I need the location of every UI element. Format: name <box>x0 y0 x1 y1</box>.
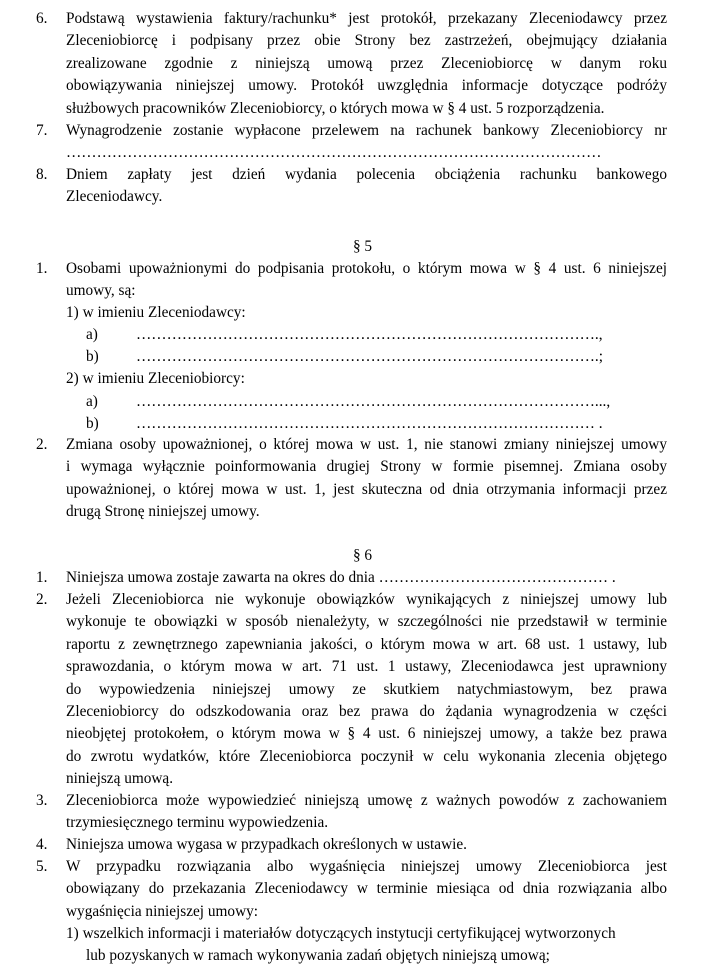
section-heading-5: § 5 <box>352 238 373 255</box>
letter-label: a) <box>86 326 98 343</box>
section-6-paragraph-4 <box>66 834 667 856</box>
text-line: Jeżeli Zleceniobiorca nie wykonuje obowiązków wynikających z niniejszej umowy lub <box>66 591 667 608</box>
paragraph-number: 7. <box>36 122 48 139</box>
section-6-paragraph-1 <box>66 567 667 589</box>
text-line: Osobami upoważnionymi do podpisania protokołu, o którym mowa w § 4 ust. 6 niniejszej <box>66 260 667 277</box>
letter-label: a) <box>86 393 98 410</box>
text-line: do wypowiedzenia niniejszej umowy ze skutkiem natychmiastowym, bez prawa <box>66 680 667 698</box>
paragraph-number: 3. <box>36 792 48 809</box>
text-line: Zmiana osoby upoważnionej, o której mowa w ust. 1, nie stanowi zmiany niniejszej umowy <box>66 436 667 453</box>
signatory-blank: ……………………………………………………………………………… . <box>136 415 603 432</box>
signatory-blank: ………………………………………………………………………………..., <box>136 393 611 410</box>
letter-label: b) <box>86 415 99 432</box>
text-line: W przypadku rozwiązania albo wygaśnięcia niniejszej umowy Zleceniobiorca jest <box>66 858 667 875</box>
paragraph-number: 2. <box>36 436 48 453</box>
signatory-blank: ………………………………………………………………………………., <box>136 326 603 343</box>
text-line: wykonuje te obowiązki w sposób nienależyty, w szczególności nie przedstawił w terminie <box>66 613 667 631</box>
paragraph-number: 6. <box>36 10 48 27</box>
text-line: Dniem zapłaty jest dzień wydania polecenia obciążenia rachunku bankowego <box>66 166 667 183</box>
section-6-paragraph-2 <box>66 589 667 791</box>
text-line: do zwrotu wydatków, które Zleceniobiorca poczynił w celu wykonania zlecenia objętego <box>66 747 667 765</box>
sub-item-continuation: lub pozyskanych w ramach wykonywania zadań objętych niniejszą umową; <box>86 947 550 964</box>
text-line: raportu z zewnętrznego zapewniania jakości, o którym mowa w art. 68 ust. 1 ustawy, lub <box>66 635 667 653</box>
text-line: obowiązany do przekazania Zleceniodawcy w terminie miesiąca od dnia rozwiązania albo <box>66 880 667 898</box>
section-5-paragraph-2 <box>66 434 667 524</box>
paragraph-number: 2. <box>36 591 48 608</box>
paragraph-number: 4. <box>36 836 48 853</box>
section-6-paragraph-3 <box>66 790 667 835</box>
text-line: Niniejsza umowa wygasa w przypadkach określonych w ustawie. <box>66 836 467 853</box>
text-line: obowiązywania niniejszej umowy. Protokół uwzględnia informacje dotyczące podróży <box>66 77 667 95</box>
paragraph-number: 5. <box>36 858 48 875</box>
text-line: służbowych pracowników Zleceniobiorcy, o których mowa w § 4 ust. 5 rozporządzenia. <box>66 99 605 117</box>
text-line: trzymiesięcznego terminu wypowiedzenia. <box>66 814 329 832</box>
letter-label: b) <box>86 348 99 365</box>
section-6-paragraph-5 <box>66 856 667 923</box>
text-line: Zleceniobiorcę i podpisany przez obie Strony bez zastrzeżeń, obejmujący działania <box>66 32 667 50</box>
paragraph-7 <box>66 120 667 165</box>
text-line: Zleceniobiorcy do odszkodowania oraz bez prawa do żądania wynagrodzenia w części <box>66 702 667 720</box>
account-number-blank: …………………………………………………………………………………………… <box>66 144 602 162</box>
sub-item-informacje: 1) wszelkich informacji i materiałów dotyczących instytucji certyfikującej wytworzonych <box>66 925 616 942</box>
paragraph-number: 1. <box>36 569 48 586</box>
text-line: i wymaga wyłącznie poinformowania drugiej Strony w formie pisemnej. Zmiana osoby <box>66 458 667 476</box>
paragraph-number: 1. <box>36 260 48 277</box>
text-line: niniejszą umową. <box>66 770 174 788</box>
section-5-paragraph-1 <box>66 258 667 303</box>
text-line: zrealizowane zgodnie z niniejszą umową przez Zleceniobiorcę w danym roku <box>66 54 667 72</box>
paragraph-8 <box>66 164 667 209</box>
text-line: sprawozdania, o którym mowa w art. 71 ust. 1 ustawy, Zleceniodawca jest uprawniony <box>66 658 667 676</box>
text-line: Niniejsza umowa zostaje zawarta na okres do dnia ……………………………………… . <box>66 569 616 586</box>
text-line: umowy, są: <box>66 282 136 300</box>
text-line: Zleceniodawcy. <box>66 188 163 206</box>
sub-item-zleceniobiorca: 2) w imieniu Zleceniobiorcy: <box>66 370 245 387</box>
sub-item-zleceniodawca: 1) w imieniu Zleceniodawcy: <box>66 304 246 321</box>
paragraph-6 <box>66 8 667 120</box>
signatory-blank: ……………………………………………………………………………….; <box>136 348 603 365</box>
text-line: wygaśnięcia niniejszej umowy: <box>66 902 259 920</box>
text-line: Podstawą wystawienia faktury/rachunku* jest protokół, przekazany Zleceniodawcy przez <box>66 10 667 27</box>
text-line: drugą Stronę niniejszej umowy. <box>66 503 260 521</box>
section-heading-6: § 6 <box>352 547 373 564</box>
paragraph-number: 8. <box>36 166 48 183</box>
text-line: upoważnionej, o której mowa w ust. 1, jest skuteczna od dnia otrzymania informacji przez <box>66 480 667 498</box>
text-line: Zleceniobiorca może wypowiedzieć niniejszą umowę z ważnych powodów z zachowaniem <box>66 792 667 809</box>
text-line: nieobjętej protokołem, o którym mowa w § 4 ust. 6 niniejszej umowy, a także bez prawa <box>66 725 667 743</box>
text-line: Wynagrodzenie zostanie wypłacone przelewem na rachunek bankowy Zleceniobiorcy nr <box>66 122 667 139</box>
